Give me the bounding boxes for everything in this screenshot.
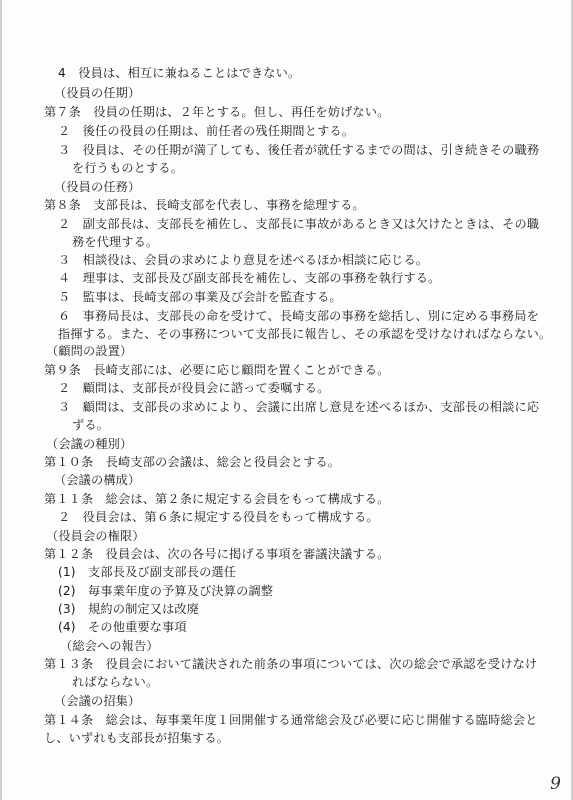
- section-heading: （会議の種別）: [46, 437, 133, 451]
- text-line: を行うものとする。: [72, 161, 184, 175]
- text-line: ６ 事務局長は、支部長の命を受けて、長崎支部の事務を総括し、別に定める事務局を: [58, 309, 539, 323]
- text-line: ３ 役員は、その任期が満了しても、後任者が就任するまでの間は、引き続きその職務: [58, 143, 540, 157]
- article-line: 第１１条 総会は、第２条に規定する会員をもって構成する。: [44, 492, 390, 506]
- article-line: 第１２条 役員会は、次の各号に掲げる事項を審議決議する。: [44, 547, 390, 561]
- text-line: ４ 理事は、支部長及び副支部長を補佐し、支部の事務を執行する。: [58, 271, 441, 285]
- section-heading: （会議の招集）: [54, 694, 141, 708]
- article-line: 第８条 支部長は、長崎支部を代表し、事務を総理する。: [44, 198, 365, 212]
- text-line: ５ 監事は、長崎支部の事業及び会計を監査する。: [58, 290, 342, 304]
- text-line: ずる。: [72, 418, 110, 432]
- page-number: 9: [550, 774, 561, 794]
- section-heading: （役員の任期）: [54, 86, 141, 100]
- text-line: ２ 後任の役員の任期は、前任者の残任期間とする。: [58, 124, 355, 138]
- article-line: 第９条 長崎支部には、必要に応じ顧問を置くことができる。: [44, 363, 390, 377]
- text-line: ２ 顧問は、支部長が役員会に諮って委嘱する。: [58, 381, 330, 395]
- article-line: 第１３条 役員会において議決された前条の事項については、次の総会で承認を受けなけ: [44, 657, 538, 671]
- scan-left-edge: [0, 0, 2, 800]
- text-line: ３ 相談役は、会員の求めにより意見を述べるほか相談に応じる。: [58, 253, 429, 267]
- list-item: (1) 支部長及び副支部長の選任: [58, 565, 237, 579]
- text-line: ３ 顧問は、支部長の求めにより、会議に出席し意見を述べるほか、支部長の相談に応: [58, 400, 540, 414]
- article-line: 第７条 役員の任期は、２年とする。但し、再任を妨げない。: [44, 105, 390, 119]
- text-line: 務を代理する。: [72, 235, 159, 249]
- text-line: し、いずれも支部長が招集する。: [44, 731, 230, 745]
- section-heading: （会議の構成）: [54, 473, 141, 487]
- list-item: (2) 毎事業年度の予算及び決算の調整: [58, 584, 274, 598]
- section-heading: （顧問の設置）: [46, 344, 133, 358]
- text-line: ２ 役員会は、第６条に規定する役員をもって構成する。: [58, 510, 379, 524]
- section-heading: （役員の任務）: [54, 180, 141, 194]
- article-line: 第１４条 総会は、毎事業年度１回開催する通常総会及び必要に応じ開催する臨時総会と: [44, 713, 538, 727]
- list-item: (4) その他重要な事項: [58, 620, 187, 634]
- text-line: ２ 副支部長は、支部長を補佐し、支部長に事故があるとき又は欠けたときは、その職: [58, 217, 540, 231]
- section-heading: （役員会の権限）: [46, 529, 145, 543]
- section-heading: （総会への報告）: [60, 639, 159, 653]
- text-line: 指揮する。また、その事務について支部長に報告し、その承認を受けなければならない。: [58, 327, 552, 341]
- text-line: ればならない。: [72, 675, 159, 689]
- article-line: 第１０条 長崎支部の会議は、総会と役員会とする。: [44, 455, 341, 469]
- list-item: (3) 規約の制定又は改廃: [58, 602, 200, 616]
- text-line: 4 役員は、相互に兼ねることはできない。: [58, 66, 301, 80]
